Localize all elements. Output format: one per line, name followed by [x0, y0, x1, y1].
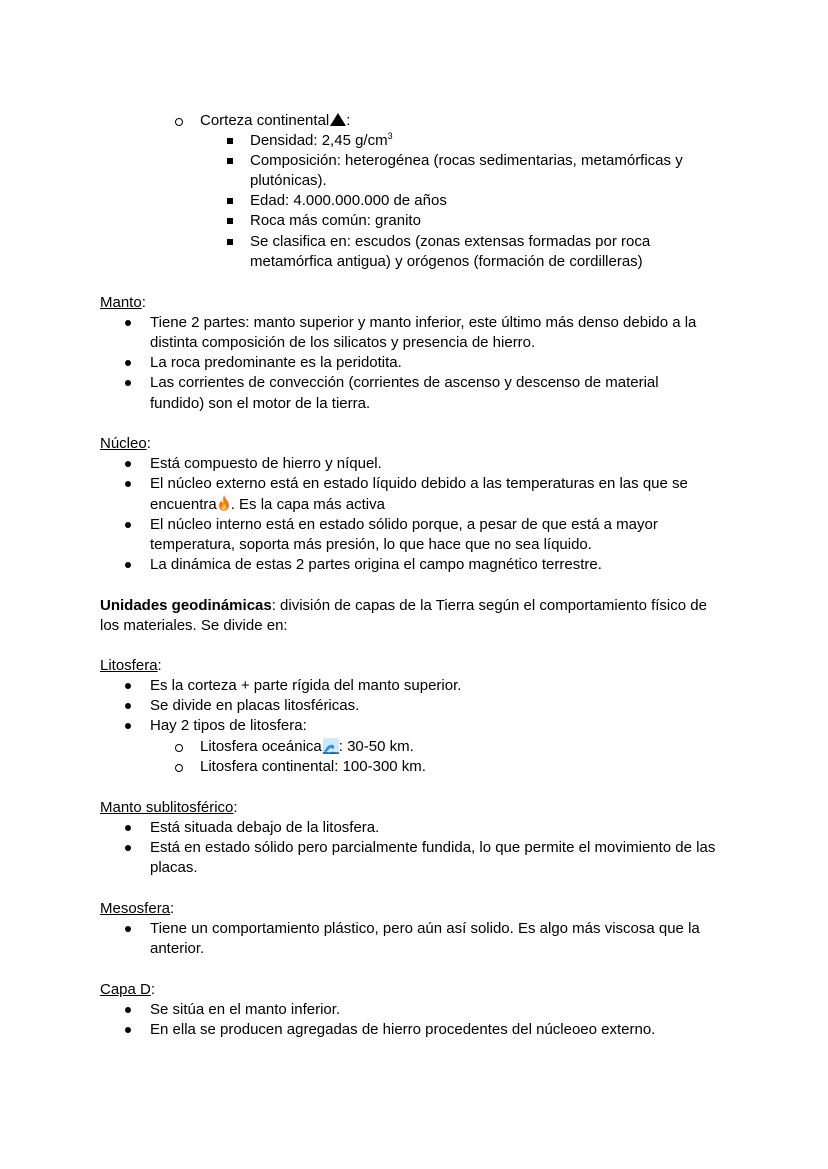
unidades-paragraph-line2: los materiales. Se divide en:: [100, 617, 288, 634]
bullet: [125, 683, 131, 689]
list-item: Está en estado sólido pero parcialmente fundida, lo que permite el movimiento de las: [150, 839, 716, 856]
hollow-bullet: [175, 764, 183, 772]
list-item: Tiene 2 partes: manto superior y manto inferior, este último más denso debido a la: [150, 314, 697, 331]
list-item: El núcleo interno está en estado sólido porque, a pesar de que está a mayor: [150, 516, 658, 533]
list-item-continuation: placas.: [150, 859, 198, 876]
square-bullet: [227, 218, 233, 224]
list-item: Está situada debajo de la litosfera.: [150, 819, 380, 836]
list-item: Composición: heterogénea (rocas sedimentarias, metamórficas y: [250, 152, 683, 169]
square-bullet: [227, 138, 233, 144]
corteza-continental-title: Corteza continental :: [200, 112, 351, 129]
list-item: Densidad: 2,45 $g/cm^3$: [250, 131, 393, 149]
list-item: La roca predominante es la peridotita.: [150, 354, 402, 371]
bullet: [125, 360, 131, 366]
list-item-continuation: metamórfica antigua) y orógenos (formación de cordilleras): [250, 253, 643, 270]
list-item-continuation: distinta composición de los silicatos y presencia de hierro.: [150, 334, 536, 351]
section-heading-nucleo: Núcleo:: [100, 435, 151, 452]
list-item: Se clasifica en: escudos (zonas extensas formadas por roca: [250, 233, 651, 250]
list-item-continuation: encuentra . Es la capa más activa: [150, 496, 385, 513]
bullet: [125, 723, 131, 729]
list-item-continuation: anterior.: [150, 940, 205, 957]
triangle-up-icon: [330, 113, 346, 126]
bullet: [125, 845, 131, 851]
list-item: Está compuesto de hierro y níquel.: [150, 455, 382, 472]
bullet: [125, 461, 131, 467]
sub-list-item: Litosfera continental: 100-300 km.: [200, 758, 426, 775]
list-item-continuation: fundido) son el motor de la tierra.: [150, 395, 371, 412]
bullet: [125, 380, 131, 386]
section-heading-litosfera: Litosfera:: [100, 657, 162, 674]
list-item: Las corrientes de convección (corrientes de ascenso y descenso de material: [150, 374, 659, 391]
bullet: [125, 481, 131, 487]
list-item: Roca más común: granito: [250, 212, 421, 229]
unidades-paragraph-line1: Unidades geodinámicas: división de capas de la Tierra según el comportamiento físico de: [100, 597, 707, 614]
bullet: [125, 320, 131, 326]
wave-icon: [323, 738, 339, 754]
bullet: [125, 926, 131, 932]
sub-list-item: Litosfera oceánica : 30-50 km.: [200, 738, 414, 755]
section-heading-mesosfera: Mesosfera:: [100, 900, 175, 917]
list-item: En ella se producen agregadas de hierro procedentes del núcleoeo externo.: [150, 1021, 656, 1038]
section-heading-manto-sublitosferico: Manto sublitosférico:: [100, 799, 238, 816]
section-heading-capa-d: Capa D:: [100, 981, 156, 998]
list-item: Se divide en placas litosféricas.: [150, 697, 360, 714]
square-bullet: [227, 198, 233, 204]
list-item-continuation: plutónicas).: [250, 172, 327, 189]
hollow-bullet: [175, 118, 183, 126]
square-bullet: [227, 158, 233, 164]
list-item: El núcleo externo está en estado líquido debido a las temperaturas en las que se: [150, 475, 688, 492]
list-item: Es la corteza + parte rígida del manto superior.: [150, 677, 462, 694]
square-bullet: [227, 239, 233, 245]
list-item: La dinámica de estas 2 partes origina el campo magnético terrestre.: [150, 556, 602, 573]
list-item: Edad: 4.000.000.000 de años: [250, 192, 447, 209]
fire-icon: [217, 495, 231, 511]
bullet: [125, 522, 131, 528]
list-item: Tiene un comportamiento plástico, pero aún así solido. Es algo más viscosa que la: [150, 920, 700, 937]
bullet: [125, 703, 131, 709]
list-item: Se sitúa en el manto inferior.: [150, 1001, 341, 1018]
section-heading-manto: Manto:: [100, 294, 146, 311]
bullet: [125, 1007, 131, 1013]
bullet: [125, 562, 131, 568]
bullet: [125, 1027, 131, 1033]
hollow-bullet: [175, 744, 183, 752]
list-item: Hay 2 tipos de litosfera:: [150, 717, 307, 734]
list-item-continuation: temperatura, soporta más presión, lo que hace que no sea líquido.: [150, 536, 592, 553]
bullet: [125, 825, 131, 831]
